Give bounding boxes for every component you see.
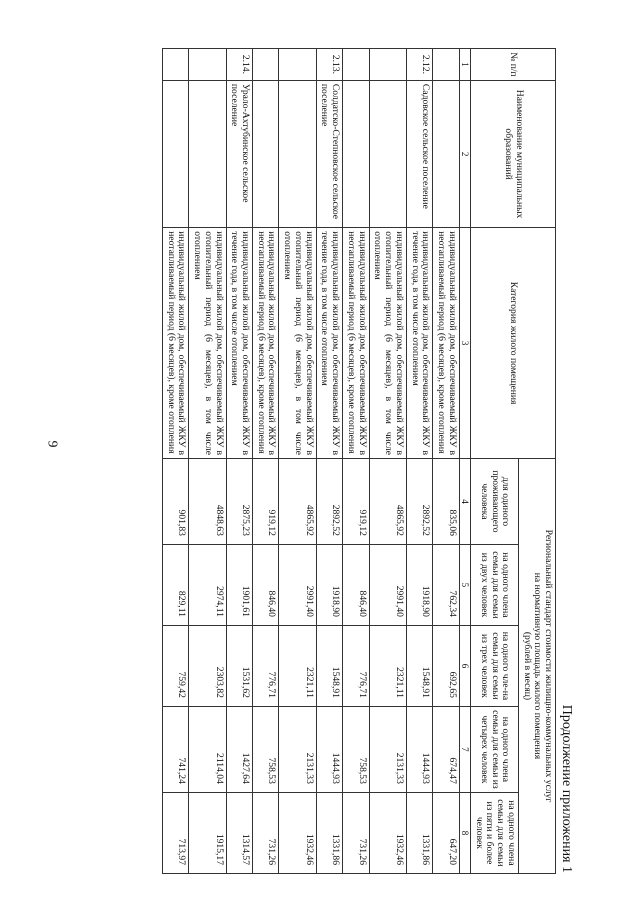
housing-category: индивидуальный жилой дом, обеспечиваемый ЖКУ в неотапливаемый период (6 месяцев), кроме отопления: [253, 228, 279, 459]
cost-value: 758,53: [343, 706, 369, 792]
housing-category: индивидуальный жилой дом, обеспечиваемый ЖКУ в неотапливаемый период (6 месяцев), кроме отопления: [433, 228, 459, 459]
cost-value: 741,24: [162, 706, 188, 792]
cost-value: 731,26: [253, 792, 279, 873]
table-row: [162, 49, 188, 874]
cost-value: 759,42: [162, 625, 188, 706]
row-number: 2.12.: [406, 49, 432, 81]
header-category: Категория жилого помещения: [470, 228, 555, 459]
appendix-continuation-title: Продолжение приложения 1: [559, 704, 574, 873]
cost-value: 1444,93: [316, 706, 342, 792]
row-number: [189, 49, 226, 81]
row-number: [162, 49, 188, 81]
cost-value: 776,71: [253, 625, 279, 706]
municipality-name: [279, 80, 316, 227]
cost-value: 835,06: [433, 459, 459, 545]
housing-category: индивидуальный жилой дом, обеспечиваемый ЖКУ в неотапливаемый период (6 месяцев), кроме отопления: [162, 228, 188, 459]
row-number: [369, 49, 406, 81]
cost-value: 919,12: [253, 459, 279, 545]
cost-value: 1531,62: [226, 625, 252, 706]
cost-value: 829,11: [162, 544, 188, 625]
cost-value: 776,71: [343, 625, 369, 706]
row-number: 2.14.: [226, 49, 252, 81]
index-2: 2: [459, 80, 470, 227]
cost-value: 4865,92: [279, 459, 316, 545]
cost-value: 713,97: [162, 792, 188, 873]
cost-value: 2131,33: [279, 706, 316, 792]
header-col-four-persons: на одного члена семьи для семьи из четырех человек: [470, 706, 518, 792]
housing-category: индивидуальный жилой дом, обеспечиваемый ЖКУ в течение года, в том числе отоплением: [316, 228, 342, 459]
cost-value: 919,12: [343, 459, 369, 545]
housing-cost-table: [162, 48, 556, 874]
housing-category: индивидуальный жилой дом, обеспечиваемый ЖКУ в отопительный период (6 месяцев), в том числе отоплением: [279, 228, 316, 459]
header-standard: [518, 459, 555, 874]
cost-value: 1444,93: [406, 706, 432, 792]
municipality-name: Урало-Ахтубинское сельское поселение: [226, 80, 252, 227]
housing-category: индивидуальный жилой дом, обеспечиваемый ЖКУ в течение года, в том числе отоплением: [226, 228, 252, 459]
header-col-five-persons: на одного члена семьи для семьи из пяти и более человек: [470, 792, 518, 873]
cost-value: 1331,86: [316, 792, 342, 873]
table-body: [162, 49, 459, 874]
index-4: 4: [459, 459, 470, 545]
cost-value: 674,47: [433, 706, 459, 792]
index-7: 7: [459, 706, 470, 792]
table-row: [369, 49, 406, 874]
table-row: [406, 49, 432, 874]
cost-value: 2875,23: [226, 459, 252, 545]
row-number: [253, 49, 279, 81]
municipality-name: [189, 80, 226, 227]
index-8: 8: [459, 792, 470, 873]
cost-value: 846,40: [253, 544, 279, 625]
cost-value: 762,34: [433, 544, 459, 625]
cost-value: 1918,90: [316, 544, 342, 625]
municipality-name: [162, 80, 188, 227]
table-row: [189, 49, 226, 874]
cost-value: 731,26: [343, 792, 369, 873]
cost-value: 1427,64: [226, 706, 252, 792]
cost-value: 2991,40: [279, 544, 316, 625]
cost-value: 1901,61: [226, 544, 252, 625]
cost-value: 4865,92: [369, 459, 406, 545]
housing-category: индивидуальный жилой дом, обеспечиваемый ЖКУ в неотапливаемый период (6 месяцев), кроме отопления: [343, 228, 369, 459]
page-number: 9: [44, 440, 60, 448]
cost-value: 1915,17: [189, 792, 226, 873]
row-number: 2.13.: [316, 49, 342, 81]
table-row: [433, 49, 459, 874]
cost-value: 2321,11: [369, 625, 406, 706]
header-standard-line1: Региональный стандарт стоимости жилищно-коммунальных услуг: [543, 529, 554, 803]
housing-category: индивидуальный жилой дом, обеспечиваемый ЖКУ в отопительный период (6 месяцев), в том числе отоплением: [189, 228, 226, 459]
table-row: [316, 49, 342, 874]
municipality-name: [253, 80, 279, 227]
cost-value: 1932,46: [369, 792, 406, 873]
cost-value: 1932,46: [279, 792, 316, 873]
header-standard-line2: на нормативную площадь жилого помещения: [532, 572, 544, 760]
cost-value: 2303,82: [189, 625, 226, 706]
header-col-two-persons: на одного члена семьи для семьи из двух человек: [470, 544, 518, 625]
index-3: 3: [459, 228, 470, 459]
table-row: [253, 49, 279, 874]
header-standard-line3: (рублей в месяц): [521, 631, 533, 701]
cost-value: 1918,90: [406, 544, 432, 625]
municipality-name: [343, 80, 369, 227]
cost-value: 4848,63: [189, 459, 226, 545]
municipality-name: Садовское сельское поселение: [406, 80, 432, 227]
cost-value: 647,20: [433, 792, 459, 873]
cost-value: 1548,91: [316, 625, 342, 706]
municipality-name: [433, 80, 459, 227]
cost-value: 2974,11: [189, 544, 226, 625]
municipality-name: [369, 80, 406, 227]
cost-value: 846,40: [343, 544, 369, 625]
cost-value: 2321,11: [279, 625, 316, 706]
cost-value: 2991,40: [369, 544, 406, 625]
header-col-three-persons: на одного чле-на семьи для семьи из трех человек: [470, 625, 518, 706]
table-row: [343, 49, 369, 874]
cost-value: 758,53: [253, 706, 279, 792]
index-5: 5: [459, 544, 470, 625]
header-no: № п/п: [470, 49, 555, 81]
cost-value: 1314,57: [226, 792, 252, 873]
table-row: [226, 49, 252, 874]
table-row: [279, 49, 316, 874]
row-number: [279, 49, 316, 81]
index-1: 1: [459, 49, 470, 81]
index-6: 6: [459, 625, 470, 706]
cost-value: 2114,04: [189, 706, 226, 792]
cost-value: 1548,91: [406, 625, 432, 706]
header-municipality: Наименование муниципальных образований: [470, 80, 555, 227]
cost-value: 901,83: [162, 459, 188, 545]
housing-category: индивидуальный жилой дом, обеспечиваемый ЖКУ в отопительный период (6 месяцев), в том числе отоплением: [369, 228, 406, 459]
cost-value: 1331,86: [406, 792, 432, 873]
municipality-name: Солдатско-Степновское сельское поселение: [316, 80, 342, 227]
cost-value: 2131,33: [369, 706, 406, 792]
row-number: [433, 49, 459, 81]
row-number: [343, 49, 369, 81]
housing-category: индивидуальный жилой дом, обеспечиваемый ЖКУ в течение года, в том числе отоплением: [406, 228, 432, 459]
header-col-one-person: для одиного проживающего человека: [470, 459, 518, 545]
cost-value: 2892,52: [406, 459, 432, 545]
cost-value: 2892,52: [316, 459, 342, 545]
cost-value: 692,65: [433, 625, 459, 706]
